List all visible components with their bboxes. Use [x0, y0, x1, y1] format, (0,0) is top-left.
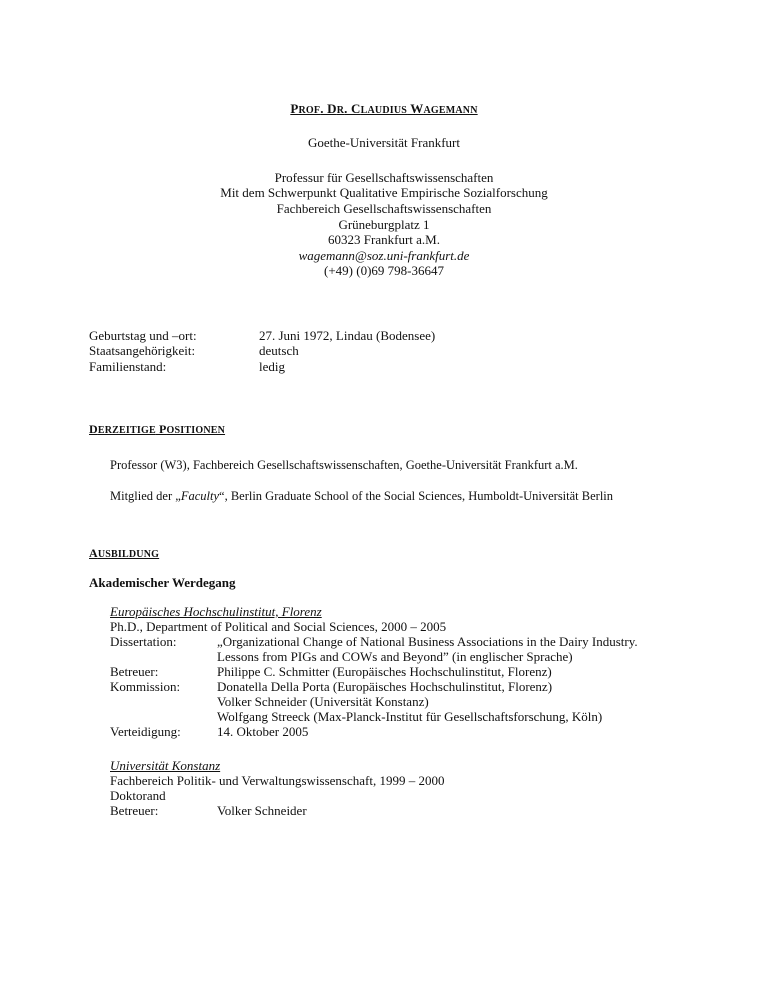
detail-label: Betreuer: — [110, 803, 159, 818]
section-heading-positions: DERZEITIGE POSITIONEN — [89, 422, 226, 436]
detail-value: Philippe C. Schmitter (Europäisches Hochschulinstitut, Florenz) — [217, 664, 552, 679]
detail-value: Lessons from PIGs and COWs and Beyond” (in englischer Sprache) — [217, 649, 573, 664]
address-line: 60323 Frankfurt a.M. — [328, 232, 440, 247]
address-line: Fachbereich Gesellschaftswissenschaften — [276, 201, 492, 216]
detail-value: 14. Oktober 2005 — [217, 724, 309, 739]
detail-value: Donatella Della Porta (Europäisches Hochschulinstitut, Florenz) — [217, 679, 553, 694]
address-line: Mit dem Schwerpunkt Qualitative Empirische Sozialforschung — [220, 185, 548, 200]
address-line: Professur für Gesellschaftswissenschaften — [274, 170, 494, 185]
detail-label: Verteidigung: — [110, 724, 181, 739]
personal-label: Familienstand: — [89, 359, 167, 374]
institution-name: Europäisches Hochschulinstitut, Florenz — [110, 604, 322, 619]
email-line — [0, 248, 768, 263]
personal-value: deutsch — [259, 343, 299, 358]
subheading-academic: Akademischer Werdegang — [89, 575, 236, 590]
detail-value: Wolfgang Streeck (Max-Planck-Institut für Gesellschaftsforschung, Köln) — [217, 709, 603, 724]
personal-label: Geburtstag und –ort: — [89, 328, 197, 343]
detail-label: Dissertation: — [110, 634, 177, 649]
position-item: Professor (W3), Fachbereich Gesellschaftswissenschaften, Goethe-Universität Frankfurt a.M. — [110, 458, 578, 472]
email-link[interactable]: wagemann@soz.uni-frankfurt.de — [298, 248, 470, 263]
phone-number: (+49) (0)69 798-36647 — [324, 263, 444, 278]
university-name: Goethe-Universität Frankfurt — [308, 135, 460, 150]
personal-label: Staatsangehörigkeit: — [89, 343, 196, 358]
institution-name: Universität Konstanz — [110, 758, 221, 773]
detail-value: Volker Schneider (Universität Konstanz) — [217, 694, 429, 709]
detail-label: Kommission: — [110, 679, 181, 694]
page-title: PROF. DR. CLAUDIUS WAGEMANN — [290, 101, 478, 116]
degree-line: Ph.D., Department of Political and Social Sciences, 2000 – 2005 — [110, 619, 447, 634]
role-line: Doktorand — [110, 788, 166, 803]
detail-value: Volker Schneider — [217, 803, 307, 818]
department-line: Fachbereich Politik- und Verwaltungswissenschaft, 1999 – 2000 — [110, 773, 445, 788]
personal-value: ledig — [259, 359, 285, 374]
section-heading-education: AUSBILDUNG — [89, 546, 160, 560]
personal-value: 27. Juni 1972, Lindau (Bodensee) — [259, 328, 436, 343]
address-line: Grüneburgplatz 1 — [338, 217, 430, 232]
detail-value: „Organizational Change of National Business Associations in the Dairy Industry. — [217, 634, 638, 649]
position-item: Mitglied der „Faculty“, Berlin Graduate School of the Social Sciences, Humboldt-Universität Berlin — [110, 489, 614, 503]
detail-label: Betreuer: — [110, 664, 159, 679]
